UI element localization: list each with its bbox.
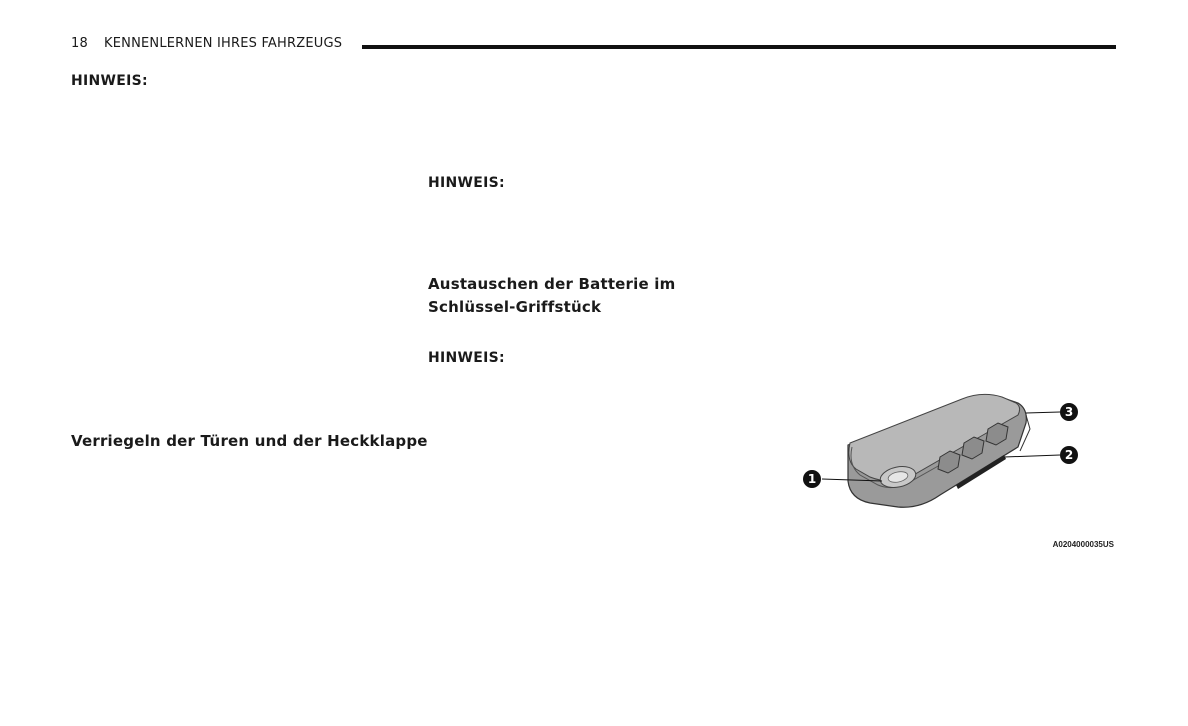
doors-heading: Verriegeln der Türen und der Heckklappe	[71, 432, 428, 450]
note-label: HINWEIS:	[428, 350, 505, 366]
key-fob-illustration	[848, 394, 1030, 507]
header-rule	[362, 45, 1116, 49]
callout-2-leader	[1004, 455, 1060, 457]
page-number: 18	[71, 36, 88, 51]
figure-id: A0204000035US	[1052, 540, 1114, 549]
battery-heading-line-1: Austauschen der Batterie im	[428, 275, 676, 293]
callout-3-leader	[1026, 412, 1060, 413]
callout-2-label: 2	[1064, 448, 1074, 462]
section-title: KENNENLERNEN IHRES FAHRZEUGS	[104, 36, 343, 51]
key-fob-figure	[790, 385, 1120, 555]
note-label: HINWEIS:	[428, 175, 505, 191]
callout-3-label: 3	[1064, 405, 1074, 419]
note-label: HINWEIS:	[71, 73, 148, 89]
battery-heading	[428, 273, 675, 319]
battery-heading-line-2: Schlüssel-Griffstück	[428, 298, 602, 316]
callout-1-label: 1	[807, 472, 817, 486]
